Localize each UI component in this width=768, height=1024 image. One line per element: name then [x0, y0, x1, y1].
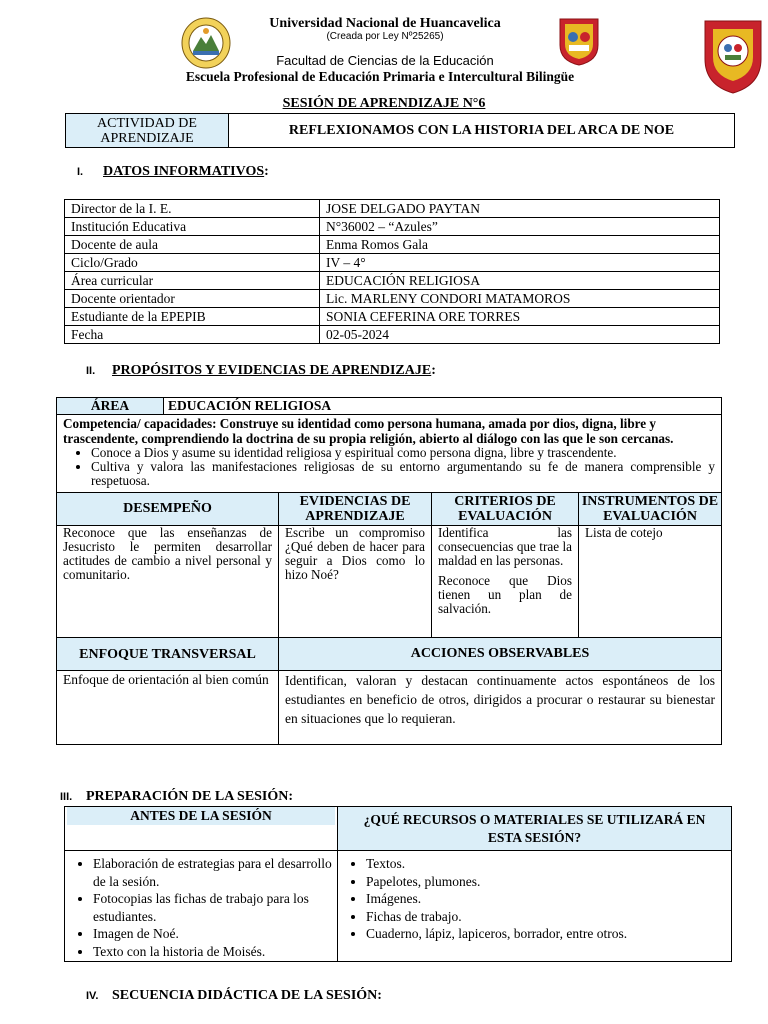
- antes-cell: [65, 851, 338, 962]
- creation-law: (Creada por Ley Nº25265): [326, 31, 444, 42]
- antes-list: [65, 855, 333, 960]
- section-2-heading: II. PROPÓSITOS Y EVIDENCIAS DE APRENDIZAJE:: [86, 363, 436, 378]
- activity-value: REFLEXIONAMOS CON LA HISTORIA DEL ARCA DE NOE: [229, 114, 735, 148]
- datos-label: Fecha: [65, 326, 320, 344]
- capacidad-item: • Conoce a Dios y asume su identidad religiosa y espiritual como persona digna, libre y trascendente.: [91, 446, 715, 460]
- criterio-2: Reconoce que Dios tienen un plan de salvación.: [438, 573, 572, 616]
- datos-value: 02-05-2024: [320, 326, 720, 344]
- antes-item: • Imagen de Noé.: [93, 925, 333, 943]
- datos-label: Ciclo/Grado: [65, 254, 320, 272]
- recurso-item: • Imágenes.: [366, 890, 727, 908]
- school-crest-logo: [697, 15, 768, 95]
- header-enfoque: ENFOQUE TRANSVERSAL: [57, 638, 279, 671]
- section-4-heading: IV. SECUENCIA DIDÁCTICA DE LA SESIÓN:: [86, 988, 382, 1003]
- competencia-text: Competencia/ capacidades: Construye su identidad como persona humana, amada por dios, digna, libre y trascendente, comprendiendo la doctrina de su propia religión, abierto al diálogo con las que le son cercanas.: [63, 416, 674, 446]
- enfoque-cell: Enfoque de orientación al bien común: [57, 671, 279, 745]
- recursos-list: [338, 855, 727, 943]
- university-name: Universidad Nacional de Huancavelica: [269, 16, 501, 31]
- recurso-item: • Cuaderno, lápiz, lapiceros, borrador, entre otros.: [366, 925, 727, 943]
- activity-label: ACTIVIDAD DE APRENDIZAJE: [66, 114, 229, 148]
- datos-label: Institución Educativa: [65, 218, 320, 236]
- header-desempeno: DESEMPEÑO: [57, 493, 279, 526]
- competencia-cell: [57, 415, 722, 493]
- antes-item: • Fotocopias las fichas de trabajo para los estudiantes.: [93, 890, 333, 925]
- capacidad-item: • Cultiva y valora las manifestaciones religiosas de su entorno argumentando su fe de manera comprensible y respetuosa.: [91, 460, 715, 488]
- datos-value: Lic. MARLENY CONDORI MATAMOROS: [320, 290, 720, 308]
- recurso-item: • Fichas de trabajo.: [366, 908, 727, 926]
- datos-value: N°36002 – “Azules”: [320, 218, 720, 236]
- datos-row: [65, 218, 720, 236]
- datos-row: [65, 200, 720, 218]
- criterios-cell: [432, 526, 579, 638]
- antes-header-cell: [65, 807, 338, 851]
- datos-row: [65, 326, 720, 344]
- evidencias-cell: Escribe un compromiso ¿Qué deben de hacer para seguir a Dios como lo hizo Noé?: [279, 526, 432, 638]
- recurso-item: • Papelotes, plumones.: [366, 873, 727, 891]
- datos-value: IV – 4°: [320, 254, 720, 272]
- datos-value: EDUCACIÓN RELIGIOSA: [320, 272, 720, 290]
- datos-row: [65, 236, 720, 254]
- instrumento-cell: Lista de cotejo: [579, 526, 722, 638]
- antes-item: • Texto con la historia de Moisés.: [93, 943, 333, 961]
- area-value: EDUCACIÓN RELIGIOSA: [164, 398, 722, 415]
- datos-row: [65, 290, 720, 308]
- header-acciones: ACCIONES OBSERVABLES: [279, 638, 722, 671]
- desempeno-cell: Reconoce que las enseñanzas de Jesucristo le permiten desarrollar actitudes de cambio a nivel personal y comunitario.: [57, 526, 279, 638]
- school-name: Escuela Profesional de Educación Primaria e Intercultural Bilingüe: [185, 69, 575, 84]
- criterio-1: Identifica las consecuencias que trae la maldad en las personas.: [438, 525, 572, 568]
- header-evidencias: EVIDENCIAS DE APRENDIZAJE: [279, 493, 432, 526]
- antes-header: ANTES DE LA SESIÓN: [67, 807, 335, 825]
- recursos-header: ¿QUÉ RECURSOS O MATERIALES SE UTILIZARÁ EN ESTA SESIÓN?: [338, 807, 732, 851]
- datos-value: SONIA CEFERINA ORE TORRES: [320, 308, 720, 326]
- recurso-item: • Textos.: [366, 855, 727, 873]
- area-label: ÁREA: [57, 398, 164, 415]
- datos-row: [65, 308, 720, 326]
- session-title: SESIÓN DE APRENDIZAJE N°6: [282, 96, 486, 111]
- datos-table: [64, 199, 720, 344]
- faculty-name: Facultad de Ciencias de la Educación: [276, 53, 494, 68]
- header-criterios: CRITERIOS DE EVALUACIÓN: [432, 493, 579, 526]
- preparacion-table: [64, 806, 732, 962]
- activity-table: [65, 113, 735, 148]
- datos-label: Estudiante de la EPEPIB: [65, 308, 320, 326]
- section-1-heading: I. DATOS INFORMATIVOS:: [77, 164, 269, 179]
- datos-label: Director de la I. E.: [65, 200, 320, 218]
- antes-item: • Elaboración de estrategias para el desarrollo de la sesión.: [93, 855, 333, 890]
- datos-value: JOSE DELGADO PAYTAN: [320, 200, 720, 218]
- datos-row: [65, 254, 720, 272]
- datos-label: Área curricular: [65, 272, 320, 290]
- datos-label: Docente de aula: [65, 236, 320, 254]
- datos-row: [65, 272, 720, 290]
- section-3-heading: III. PREPARACIÓN DE LA SESIÓN:: [60, 789, 294, 804]
- datos-value: Enma Romos Gala: [320, 236, 720, 254]
- recursos-cell: [338, 851, 732, 962]
- datos-label: Docente orientador: [65, 290, 320, 308]
- capacidades-list: [63, 446, 715, 488]
- acciones-cell: Identifican, valoran y destacan continuamente actos espontáneos de los estudiantes en beneficio de otros, dirigidos a procurar o restaurar su bienestar en situaciones que lo requieran.: [279, 671, 722, 745]
- header-instrumentos: INSTRUMENTOS DE EVALUACIÓN: [579, 493, 722, 526]
- propositos-table: [56, 397, 722, 745]
